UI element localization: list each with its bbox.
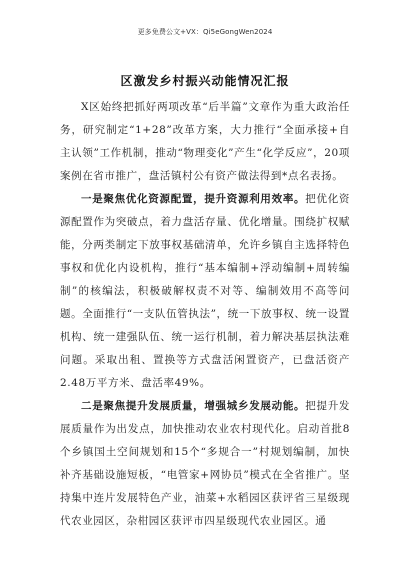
section-body-2: 把提升发展质量作为出发点，加快推动农业农村现代化。启动首批8个乡镇国土空间规划和15个“多规合一”村规划编制，加快补齐基础设施短板，“电管家+网协员”模式在全省推广。坚持集中连片发展特色产业，油菜+水稻园区获评省三星级现代农业园区，杂柑园区获评市四星级现代农业园区。通 xyxy=(60,400,351,527)
section-heading-1: 一是聚焦优化资源配置，提升资源利用效率。 xyxy=(81,193,306,205)
paragraph-intro: X区始终把抓好两项改革“后半篇”文章作为重大政治任务，研究制定“1+28”改革方案，大力推行“全面承接+自主认领”工作机制，推动“物理变化”产生“化学反应”，20项案例在省市推广，盘活镇村公有资产做法得到*点名表扬。 xyxy=(60,101,350,182)
section-heading-2: 二是聚焦提升发展质量，增强城乡发展动能。 xyxy=(81,400,306,412)
page-title: 区激发乡村振兴动能情况汇报 xyxy=(120,74,290,88)
paragraph-development-quality xyxy=(60,395,350,533)
document-body xyxy=(60,96,350,533)
section-body-1: 把优化资源配置作为突破点，着力盘活存量、优化增量。围绕扩权赋能，分两类制定下放事权基础清单，允许乡镇自主选择特色事权和优化内设机构，推行“基本编制+浮动编制+周转编制”的核编法，积极破解权责不对等、编制效用不高等问题。全面推行“一支队伍管执法”，统一下放事权、统一设置机构、统一建强队伍、统一运行机制，着力解决基层执法难问题。采取出租、置换等方式盘活闲置资产，已盘活资产2.48万平方米、盘活率49%。 xyxy=(60,193,351,389)
paragraph-resource-allocation xyxy=(60,188,350,395)
header-note: 更多免费公文+VX：Qi5eGongWen2024 xyxy=(137,28,273,36)
